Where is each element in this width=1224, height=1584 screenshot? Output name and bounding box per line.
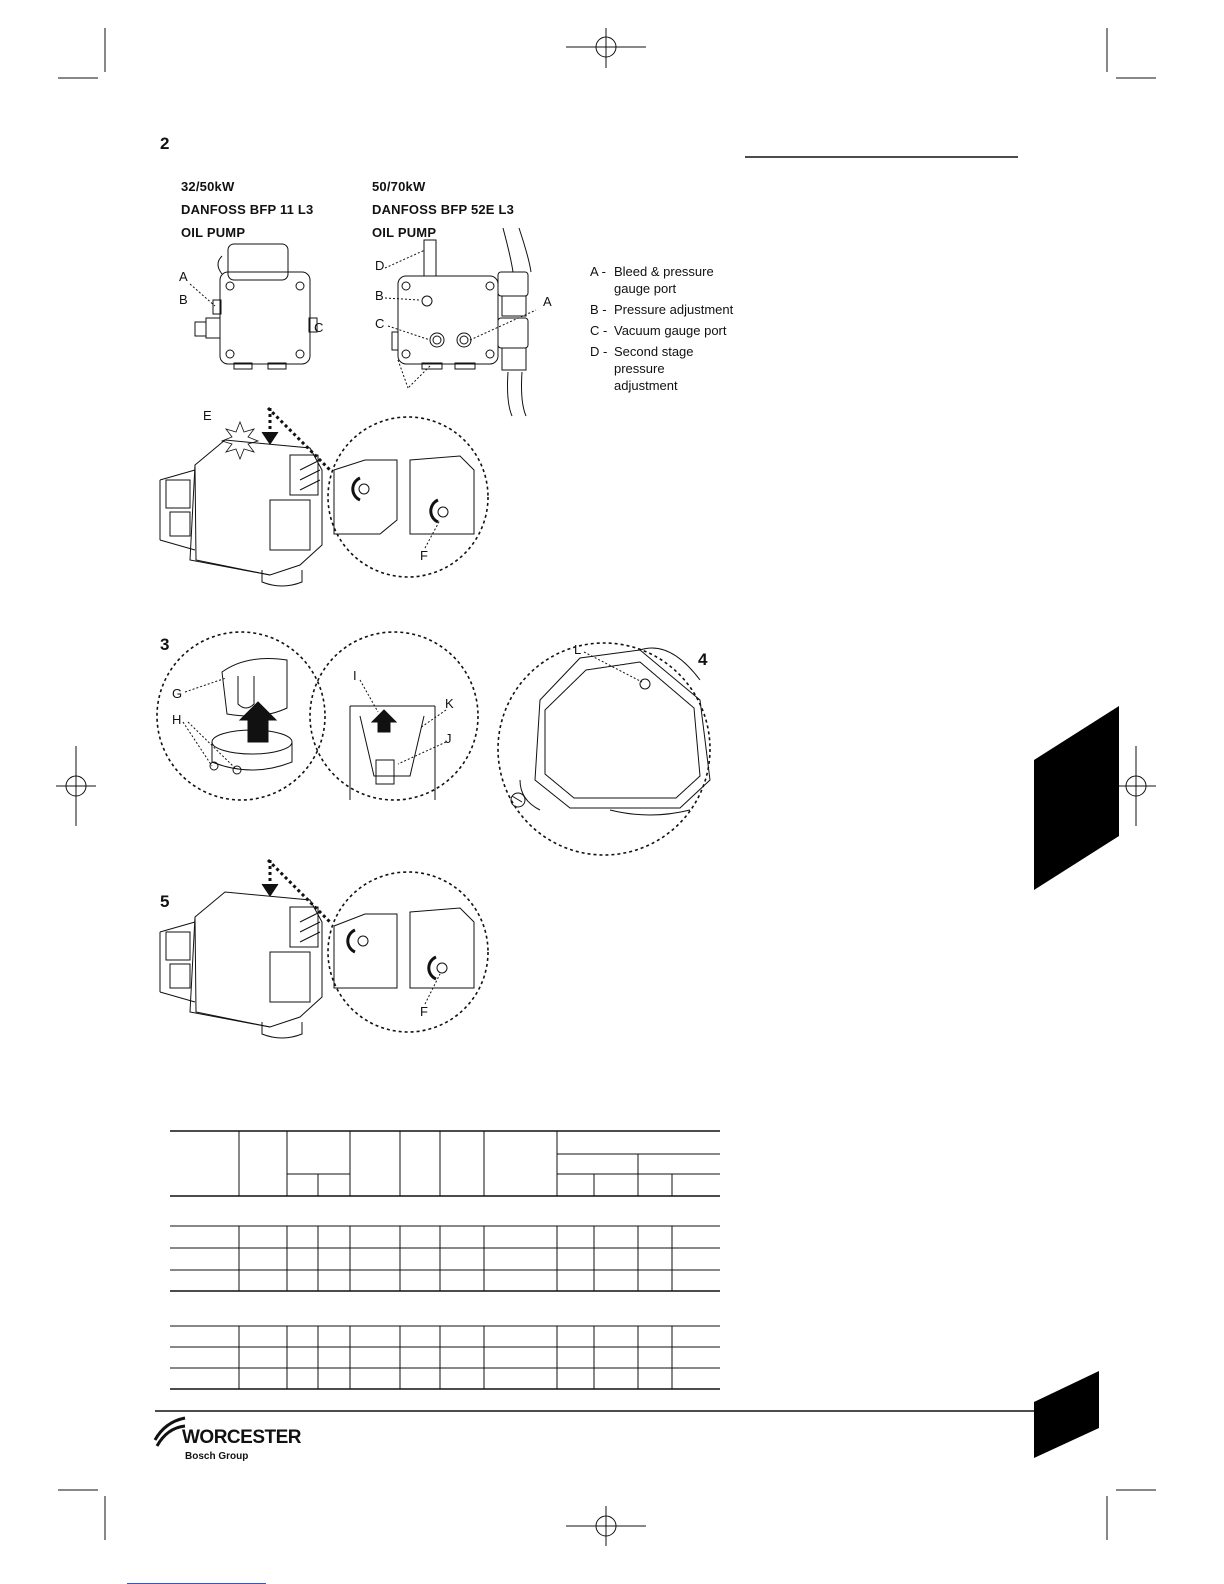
- legend-text: Bleed & pressure gauge port: [614, 264, 714, 296]
- left-pump-rating: 32/50kW: [181, 179, 235, 194]
- legend-text: Second stage pressure adjustment: [614, 344, 694, 393]
- figure-number-2: 2: [160, 134, 170, 153]
- left-pump-model: DANFOSS BFP 11 L3: [181, 202, 314, 217]
- logo-group: Bosch Group: [185, 1451, 249, 1462]
- callout-c-left: C: [314, 320, 324, 335]
- legend-key: B -: [590, 302, 607, 317]
- right-pump-type: OIL PUMP: [372, 225, 437, 240]
- legend-item-c: [590, 322, 740, 339]
- legend-key: D -: [590, 344, 608, 359]
- legend-text: Pressure adjustment: [614, 302, 734, 317]
- figure-number-3: 3: [160, 635, 170, 654]
- callout-k: K: [445, 696, 454, 711]
- callout-g: G: [172, 686, 183, 701]
- worcester-logo-icon: [155, 1418, 185, 1446]
- figure-number-4: 4: [698, 650, 708, 669]
- pump-legend: [590, 263, 740, 398]
- right-pump-model: DANFOSS BFP 52E L3: [372, 202, 515, 217]
- callout-a-right: A: [543, 294, 552, 309]
- page-number-tab: [1034, 1371, 1099, 1458]
- legend-text: Vacuum gauge port: [614, 323, 727, 338]
- legend-key: C -: [590, 323, 608, 338]
- callout-b-left: B: [179, 292, 188, 307]
- legend-item-b: [590, 301, 740, 318]
- logo-brand: WORCESTER: [182, 1427, 301, 1448]
- legend-item-d: [590, 343, 740, 394]
- left-pump-type: OIL PUMP: [181, 225, 246, 240]
- callout-j: J: [445, 731, 452, 746]
- callout-i: I: [353, 668, 357, 683]
- legend-item-a: [590, 263, 740, 297]
- left-pump-heading: [181, 175, 313, 244]
- callout-e: E: [203, 408, 212, 423]
- callout-a-left: A: [179, 269, 188, 284]
- callout-l: L: [574, 642, 582, 657]
- callout-b-right: B: [375, 288, 384, 303]
- right-pump-rating: 50/70kW: [372, 179, 426, 194]
- callout-c-right: C: [375, 316, 385, 331]
- right-pump-heading: [372, 175, 514, 244]
- callout-f-fig5: F: [420, 1004, 428, 1019]
- callout-f-fig2: F: [420, 548, 428, 563]
- legend-key: A -: [590, 264, 606, 279]
- callout-d-right: D: [375, 258, 385, 273]
- callout-h: H: [172, 712, 182, 727]
- section-tab: [1034, 706, 1119, 890]
- figure-number-5: 5: [160, 892, 170, 911]
